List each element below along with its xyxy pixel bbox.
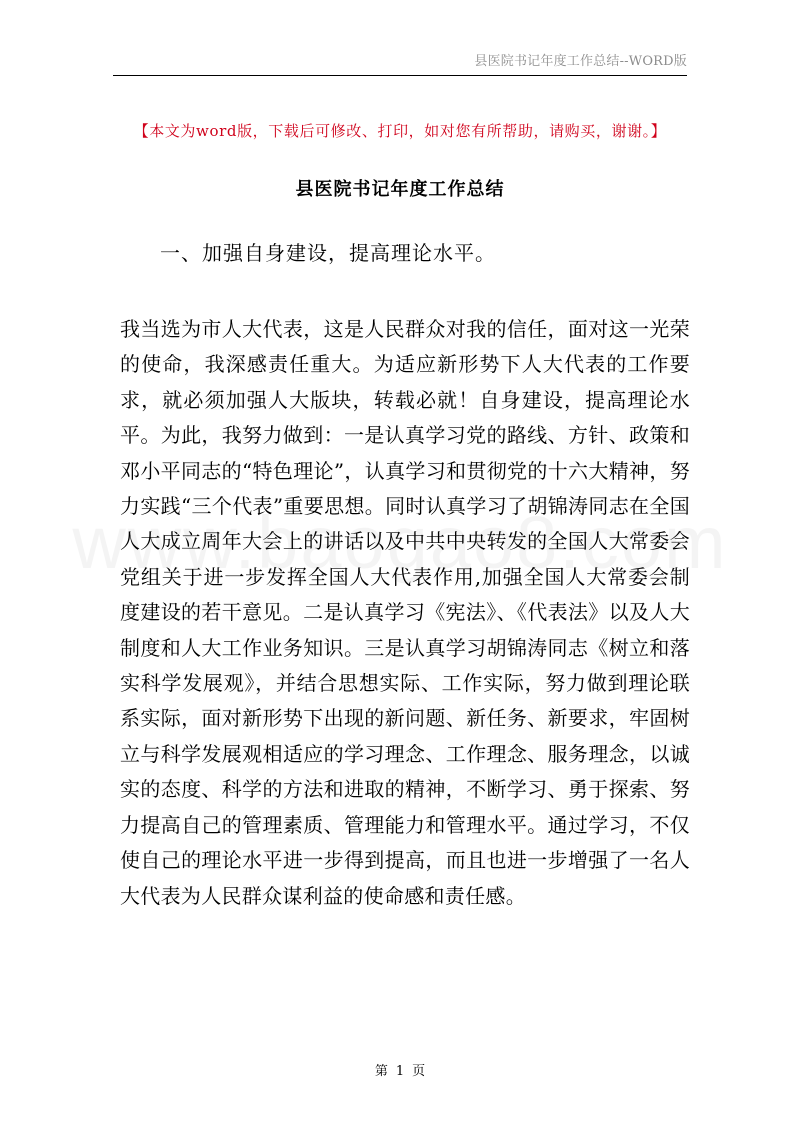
page-label-suffix: 页 <box>412 1064 426 1079</box>
running-header: 县医院书记年度工作总结--WORD版 <box>474 54 687 69</box>
page-label-prefix: 第 <box>374 1064 388 1079</box>
header-divider <box>113 75 687 76</box>
purchase-notice: 【本文为word版，下载后可修改、打印，如对您有所帮助，请购买，谢谢。】 <box>133 122 667 140</box>
document-title: 县医院书记年度工作总结 <box>295 179 505 200</box>
page-number: 1 <box>395 1064 405 1079</box>
page-footer <box>0 1060 800 1079</box>
body-paragraph: 我当选为市人大代表，这是人民群众对我的信任，面对这一光荣的使命，我深感责任重大。为适应新形势下人大代表的工作要求，就必须加强人大版块，转载必就！自身建设，提高理论水平。为此，我努力做到：一是认真学习党的路线、方针、政策和邓小平同志的“特色理论”，认真学习和贯彻党的十六大精神，努力实践“三个代表”重要思想。同时认真学习了胡锦涛同志在全国人大成立周年大会上的讲话以及中共中央转发的全国人大常委会党组关于进一步发挥全国人大代表作用,加强全国人大常委会制度建设的若干意见。二是认真学习《宪法》、《代表法》以及人大制度和人大工作业务知识。三是认真学习胡锦涛同志《树立和落实科学发展观》，并结合思想实际、工作实际，努力做到理论联系实际，面对新形势下出现的新问题、新任务、新要求，牢固树立与科学发展观相适应的学习理念、工作理念、服务理念，以诚实的态度、科学的方法和进取的精神，不断学习、勇于探索、努力提高自己的管理素质、管理能力和管理水平。通过学习，不仅使自己的理论水平进一步得到提高，而且也进一步增强了一名人大代表为人民群众谋利益的使命感和责任感。 <box>120 317 690 908</box>
section-heading: 一、加强自身建设，提高理论水平。 <box>160 241 496 265</box>
